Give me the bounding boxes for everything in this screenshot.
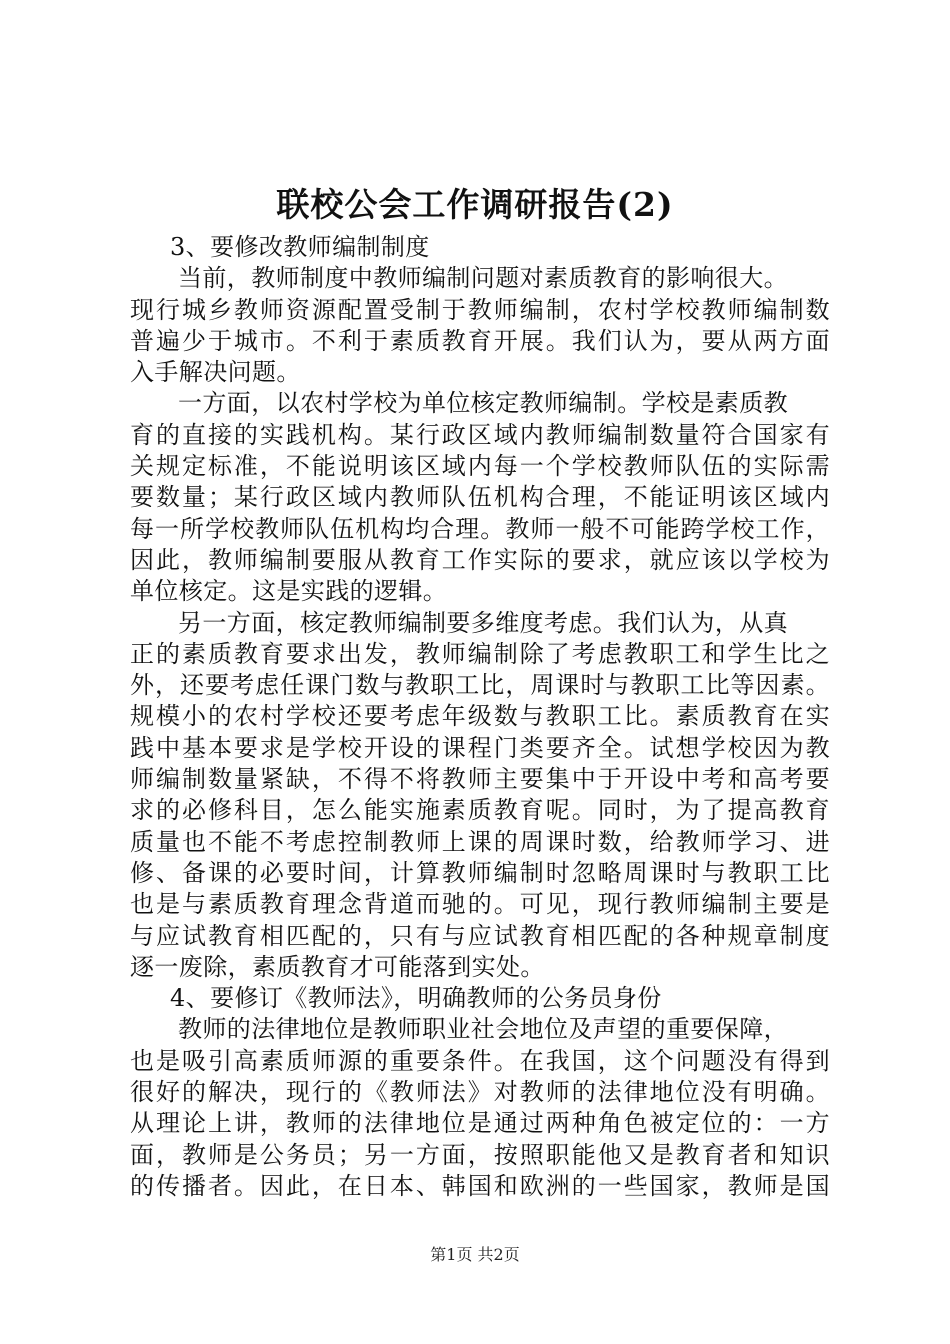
paragraph-line: 当前，教师制度中教师编制问题对素质教育的影响很大。 <box>178 264 788 293</box>
paragraph-line: 每一所学校教师队伍机构均合理。教师一般不可能跨学校工作， <box>130 514 830 543</box>
paragraph-line: 与应试教育相匹配的，只有与应试教育相匹配的各种规章制度 <box>130 921 830 950</box>
paragraph-line: 关规定标准，不能说明该区域内每一个学校教师队伍的实际需 <box>130 452 830 481</box>
paragraph-line: 的传播者。因此，在日本、韩国和欧洲的一些国家，教师是国 <box>130 1171 830 1200</box>
paragraph-line: 也是吸引高素质师源的重要条件。在我国，这个问题没有得到 <box>130 1046 830 1075</box>
document-body <box>130 232 830 1202</box>
document-title: 联校公会工作调研报告(2) <box>276 185 674 224</box>
paragraph-line: 也是与素质教育理念背道而驰的。可见，现行教师编制主要是 <box>130 890 830 919</box>
paragraph-line: 质量也不能不考虑控制教师上课的周课时数，给教师学习、进 <box>130 827 830 856</box>
paragraph-line: 修、备课的必要时间，计算教师编制时忽略周课时与教职工比 <box>130 858 830 887</box>
paragraph-line: 求的必修科目，怎么能实施素质教育呢。同时，为了提高教育 <box>130 796 830 825</box>
paragraph-line: 单位核定。这是实践的逻辑。 <box>130 577 448 606</box>
paragraph-line: 育的直接的实践机构。某行政区域内教师编制数量符合国家有 <box>130 420 830 449</box>
paragraph-line: 师编制数量紧缺，不得不将教师主要集中于开设中考和高考要 <box>130 765 830 794</box>
paragraph-line: 另一方面，核定教师编制要多维度考虑。我们认为，从真 <box>178 608 788 637</box>
paragraph-line: 逐一废除，素质教育才可能落到实处。 <box>130 952 545 981</box>
section-heading-3: 3、要修改教师编制制度 <box>170 233 430 261</box>
paragraph-line: 很好的解决，现行的《教师法》对教师的法律地位没有明确。 <box>130 1078 830 1107</box>
paragraph-line: 要数量；某行政区域内教师队伍机构合理，不能证明该区域内 <box>130 483 830 512</box>
paragraph-line: 一方面，以农村学校为单位核定教师编制。学校是素质教 <box>178 389 788 418</box>
page-footer: 第1页 共2页 <box>430 1245 520 1264</box>
paragraph-line: 教师的法律地位是教师职业社会地位及声望的重要保障， <box>178 1015 788 1044</box>
paragraph-line: 从理论上讲，教师的法律地位是通过两种角色被定位的：一方 <box>130 1109 830 1138</box>
paragraph-line: 普遍少于城市。不利于素质教育开展。我们认为，要从两方面 <box>130 326 830 355</box>
paragraph-line: 外，还要考虑任课门数与教职工比，周课时与教职工比等因素。 <box>130 671 830 700</box>
paragraph-line: 规模小的农村学校还要考虑年级数与教职工比。素质教育在实 <box>130 702 830 731</box>
paragraph-line: 践中基本要求是学校开设的课程门类要齐全。试想学校因为教 <box>130 733 830 762</box>
paragraph-line: 正的素质教育要求出发，教师编制除了考虑教职工和学生比之 <box>130 639 830 668</box>
paragraph-line: 因此，教师编制要服从教育工作实际的要求，就应该以学校为 <box>130 545 830 574</box>
section-heading-4: 4、要修订《教师法》，明确教师的公务员身份 <box>170 984 662 1013</box>
paragraph-line: 现行城乡教师资源配置受制于教师编制，农村学校教师编制数 <box>130 295 830 324</box>
paragraph-line: 面，教师是公务员；另一方面，按照职能他又是教育者和知识 <box>130 1140 830 1169</box>
paragraph-line: 入手解决问题。 <box>130 358 301 387</box>
